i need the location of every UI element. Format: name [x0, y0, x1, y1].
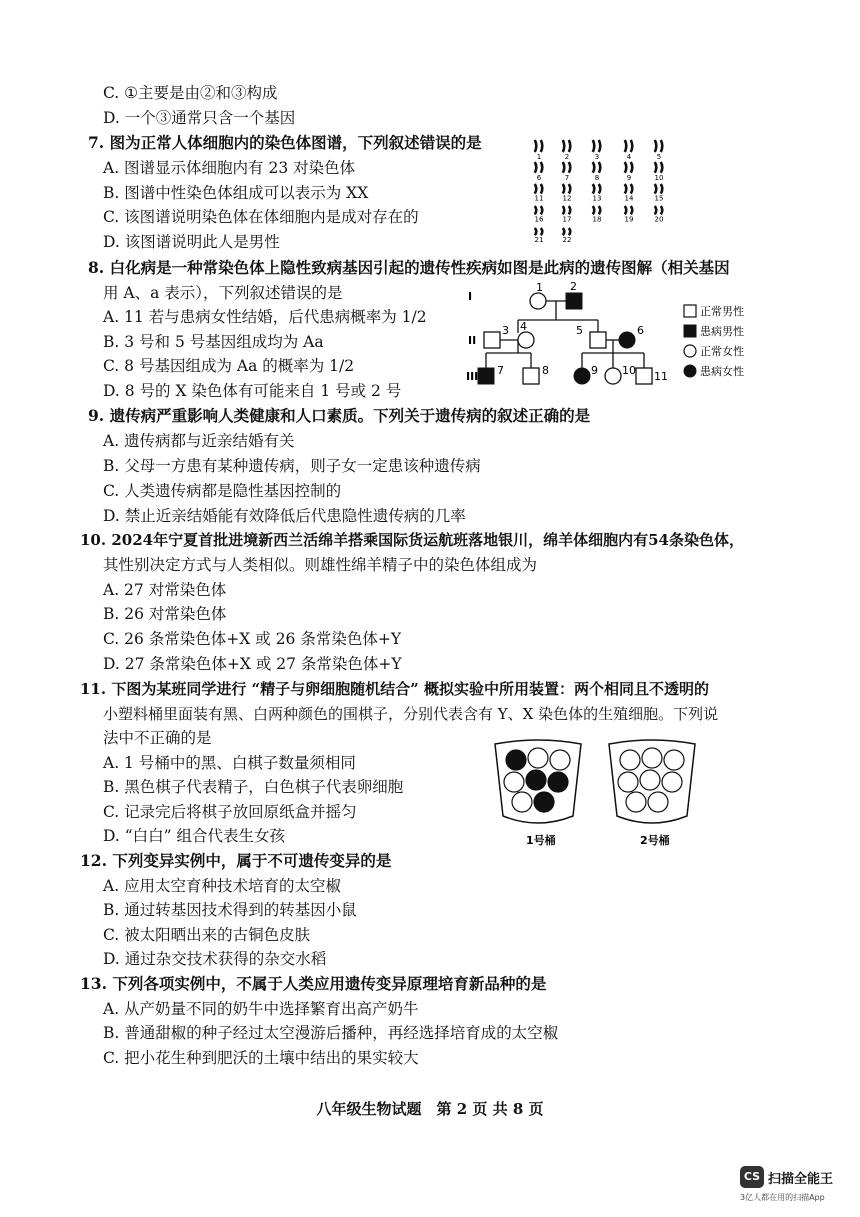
chromosome-label-1: 1: [536, 153, 542, 161]
chromosome-22: [563, 228, 572, 244]
chromosome-10: [655, 162, 664, 182]
question-11-cont2: 法中不正确的是: [103, 729, 212, 747]
pedigree-lines: [486, 301, 644, 368]
bucket-2-label: 2号桶: [640, 834, 670, 847]
chromosome-label-22: 22: [562, 236, 572, 245]
number-11: 11: [654, 370, 668, 383]
chromosome-label-16: 16: [534, 215, 544, 224]
option-c-q8: C. 8 号基因组成为 Aa 的概率为 1/2: [103, 357, 355, 375]
individual-3-normal-male: [484, 332, 500, 348]
chromosome-label-2: 2: [564, 153, 570, 161]
number-6: 6: [637, 324, 644, 337]
chromosome-label-20: 20: [654, 215, 664, 224]
option-a-q13: A. 从产奶量不同的奶牛中选择繁育出高产奶牛: [103, 1000, 419, 1018]
legend-affected-male: 患病男性: [700, 325, 744, 338]
option-b-q9: B. 父母一方患有某种遗传病，则子女一定患该种遗传病: [103, 457, 481, 475]
chromosome-13: [593, 184, 602, 203]
option-a-q10: A. 27 对常染色体: [103, 581, 227, 599]
chromosome-14: [625, 184, 634, 203]
chromosome-15: [655, 184, 664, 203]
chromosome-20: [655, 206, 664, 223]
chromosome-8: [593, 162, 601, 182]
pedigree-legend: [684, 304, 744, 378]
option-c-q11: C. 记录完后将棋子放回原纸盒并摇匀: [103, 803, 357, 821]
question-8-cont: 用 A、a 表示），下列叙述错误的是: [103, 284, 343, 302]
individual-9-affected-female: [574, 368, 590, 384]
number-7: 7: [497, 364, 504, 377]
chromosome-label-4: 4: [626, 153, 632, 161]
watermark-title: 扫描全能王: [768, 1172, 834, 1187]
generation-label-2: II: [468, 334, 477, 347]
option-a-q7: A. 图谱显示体细胞内有 23 对染色体: [103, 159, 356, 177]
individual-8-normal-male: [523, 368, 539, 384]
chromosome-label-8: 8: [594, 173, 600, 182]
chromosome-label-7: 7: [564, 173, 570, 182]
bucket-1-label: 1号桶: [526, 834, 556, 847]
chromosome-16: [535, 206, 544, 223]
legend-normal-male-icon: [684, 305, 696, 317]
option-c-q9: C. 人类遗传病都是隐性基因控制的: [103, 482, 342, 500]
individual-10-normal-female: [605, 368, 621, 384]
watermark-subtitle: 3亿人都在用的扫描App: [740, 1193, 825, 1202]
option-c-q6: C. ①主要是由②和③构成: [103, 84, 278, 102]
buckets-figure: [490, 738, 720, 850]
question-11-cont: 小塑料桶里面装有黑、白两种颜色的围棋子，分别代表含有 Y、X 染色体的生殖细胞。下列说: [103, 705, 719, 723]
chromosome-2: [563, 140, 571, 161]
generation-label-3: III: [466, 370, 479, 383]
pedigree-figure: [458, 280, 788, 388]
individual-5-normal-male: [590, 332, 606, 348]
option-d-q9: D. 禁止近亲结婚能有效降低后代患隐性遗传病的几率: [103, 507, 466, 525]
number-2: 2: [570, 280, 577, 293]
chromosome-label-3: 3: [594, 153, 600, 161]
option-b-q8: B. 3 号和 5 号基因组成均为 Aa: [103, 333, 324, 351]
chromosome-label-13: 13: [592, 194, 602, 203]
number-1: 1: [536, 281, 543, 294]
chromosome-label-11: 11: [534, 194, 544, 203]
individual-6-affected-female: [619, 332, 635, 348]
option-a-q12: A. 应用太空育种技术培育的太空椒: [103, 877, 342, 895]
number-5: 5: [576, 324, 583, 337]
chromosome-label-19: 19: [624, 215, 634, 224]
chromosome-11: [535, 184, 544, 203]
question-11: 11. 下图为某班同学进行 “精子与卵细胞随机结合” 概拟实验中所用装置：两个相同且不透明的: [80, 680, 710, 698]
option-b-q12: B. 通过转基因技术得到的转基因小鼠: [103, 901, 357, 919]
chromosome-6: [535, 162, 543, 182]
option-d-q8: D. 8 号的 X 染色体有可能来自 1 号或 2 号: [103, 382, 402, 400]
question-10: 10. 2024年宁夏首批进境新西兰活绵羊搭乘国际货运航班落地银川，绵羊体细胞内有54条染色体，: [80, 531, 744, 549]
option-a-q11: A. 1 号桶中的黑、白棋子数量须相同: [103, 754, 356, 772]
chromosome-label-14: 14: [624, 194, 634, 203]
page-footer: 八年级生物试题 第 2 页 共 8 页: [316, 1100, 544, 1118]
chromosome-label-6: 6: [536, 173, 542, 182]
legend-affected-male-icon: [684, 325, 696, 337]
chromosome-4: [625, 140, 633, 161]
individual-7-affected-male: [478, 368, 494, 384]
number-8: 8: [542, 364, 549, 377]
option-a-q9: A. 遗传病都与近亲结婚有关: [103, 432, 295, 450]
legend-affected-female-icon: [684, 365, 696, 377]
camscanner-logo-icon: CS: [740, 1166, 764, 1188]
legend-normal-female: 正常女性: [700, 345, 744, 358]
number-9: 9: [591, 364, 598, 377]
chromosome-label-10: 10: [654, 173, 664, 182]
chromosome-label-12: 12: [562, 194, 572, 203]
chromosome-label-5: 5: [656, 153, 662, 161]
option-a-q8: A. 11 若与患病女性结婚，后代患病概率为 1/2: [103, 308, 427, 326]
karyotype-figure: [525, 138, 685, 250]
option-c-q13: C. 把小花生种到肥沃的土壤中结出的果实较大: [103, 1049, 419, 1067]
question-9: 9. 遗传病严重影响人类健康和人口素质。下列关于遗传病的叙述正确的是: [88, 406, 591, 425]
option-b-q7: B. 图谱中性染色体组成可以表示为 XX: [103, 184, 369, 202]
number-10: 10: [622, 364, 636, 377]
chromosome-3: [593, 140, 601, 161]
individual-4-normal-female: [518, 332, 534, 348]
individual-1-normal-female: [530, 293, 546, 309]
chromosome-1: [535, 140, 543, 161]
question-8: 8. 白化病是一种常染色体上隐性致病基因引起的遗传性疾病如图是此病的遗传图解（相关基因: [88, 258, 730, 277]
option-b-q10: B. 26 对常染色体: [103, 605, 227, 623]
option-b-q11: B. 黑色棋子代表精子，白色棋子代表卵细胞: [103, 778, 404, 796]
legend-normal-female-icon: [684, 345, 696, 357]
chromosome-21: [535, 228, 544, 244]
option-d-q11: D. “白白” 组合代表生女孩: [103, 827, 286, 845]
option-c-q7: C. 该图谱说明染色体在体细胞内是成对存在的: [103, 208, 419, 226]
chromosome-label-21: 21: [534, 236, 544, 245]
option-b-q13: B. 普通甜椒的种子经过太空漫游后播种，再经选择培育成的太空椒: [103, 1024, 559, 1042]
chromosome-label-9: 9: [626, 173, 632, 182]
option-d-q12: D. 通过杂交技术获得的杂交水稻: [103, 950, 327, 968]
option-d-q7: D. 该图谱说明此人是男性: [103, 233, 280, 251]
number-4: 4: [520, 320, 527, 333]
legend-normal-male: 正常男性: [700, 305, 744, 318]
chromosome-19: [625, 206, 634, 223]
question-10-cont: 其性别决定方式与人类相似。则雄性绵羊精子中的染色体组成为: [103, 556, 538, 574]
option-d-q6: D. 一个③通常只含一个基因: [103, 109, 296, 127]
chromosome-7: [563, 162, 571, 182]
chromosome-12: [563, 184, 572, 203]
generation-label-1: I: [468, 290, 473, 303]
chromosome-label-18: 18: [592, 215, 602, 224]
chromosome-label-17: 17: [562, 215, 572, 224]
chromosome-label-15: 15: [654, 194, 664, 203]
question-13: 13. 下列各项实例中，不属于人类应用遗传变异原理培育新品种的是: [80, 974, 547, 993]
number-3: 3: [502, 324, 509, 337]
individual-11-normal-male: [636, 368, 652, 384]
option-d-q10: D. 27 条常染色体+X 或 27 条常染色体+Y: [103, 655, 402, 673]
option-c-q10: C. 26 条常染色体+X 或 26 条常染色体+Y: [103, 630, 402, 648]
option-c-q12: C. 被太阳晒出来的古铜色皮肤: [103, 926, 311, 944]
chromosome-17: [563, 206, 572, 223]
chromosome-18: [593, 206, 602, 223]
chromosome-5: [655, 140, 663, 161]
question-12: 12. 下列变异实例中，属于不可遗传变异的是: [80, 851, 392, 870]
legend-affected-female: 患病女性: [700, 365, 744, 378]
chromosome-9: [625, 162, 633, 182]
individual-2-affected-male: [566, 293, 582, 309]
question-7: 7. 图为正常人体细胞内的染色体图谱，下列叙述错误的是: [88, 133, 482, 152]
